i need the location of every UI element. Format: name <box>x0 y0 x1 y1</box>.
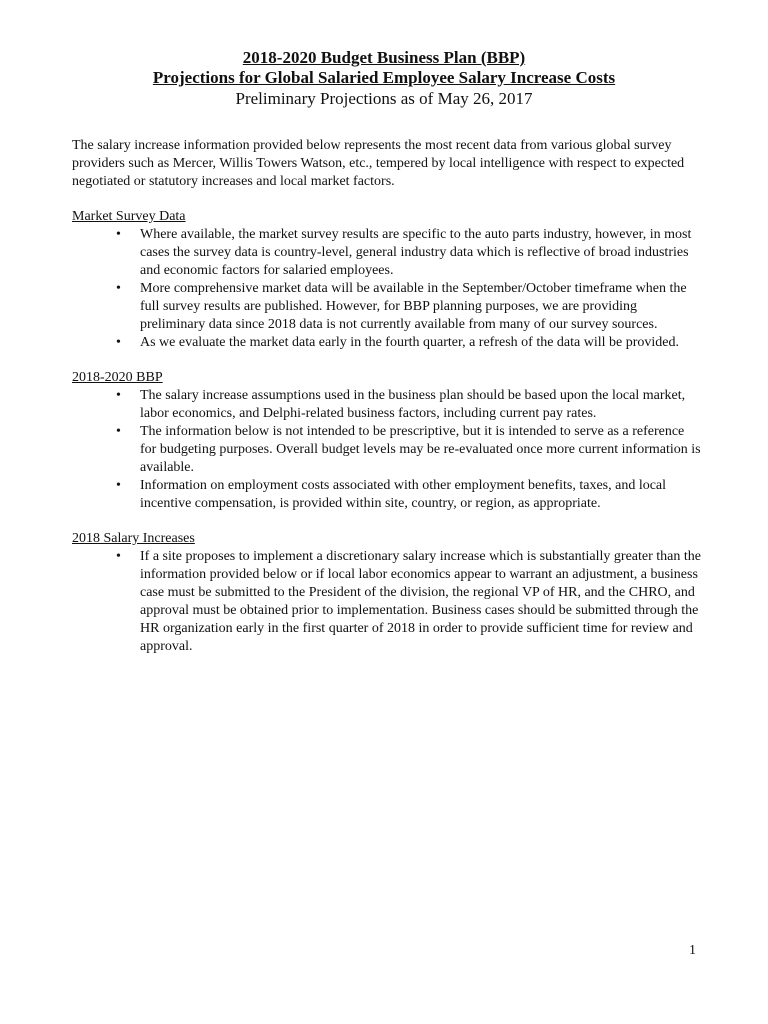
bullet-icon: • <box>116 388 121 403</box>
bullet-text: As we evaluate the market data early in the fourth quarter, a refresh of the data will be provided. <box>140 335 679 350</box>
bullet-text: Information on employment costs associated with other employment benefits, taxes, and local incentive compensation, is provided within site, country, or region, as appropriate. <box>140 478 667 511</box>
section-2018-salary-increases <box>72 530 702 656</box>
bullet-list <box>72 548 702 656</box>
document-title-line-2: Projections for Global Salaried Employee Salary Increase Costs <box>152 68 616 87</box>
document-body <box>72 137 702 673</box>
bullet-icon: • <box>116 227 121 242</box>
bullet-item <box>72 226 702 280</box>
bullet-text: If a site proposes to implement a discretionary salary increase which is substantially greater than the information provided below or if local labor economics appear to warrant an adjustment, a business case must be submitted to the President of the division, the regional VP of HR, and the CHRO, and approval must be obtained prior to implementation. Business cases should be submitted through the HR organization early in the first quarter of 2018 in order to provide sufficient time for review and approval. <box>140 549 701 654</box>
bullet-icon: • <box>116 424 121 439</box>
bullet-item <box>72 387 702 423</box>
intro-paragraph: The salary increase information provided below represents the most recent data from various global survey providers such as Mercer, Willis Towers Watson, etc., tempered by local intelligence with respect to expected negotiated or statutory increases and local market factors. <box>72 138 685 189</box>
bullet-item <box>72 280 702 334</box>
bullet-icon: • <box>116 549 121 564</box>
section-heading: Market Survey Data <box>72 209 186 224</box>
bullet-text: More comprehensive market data will be available in the September/October timeframe when the full survey results are published. However, for BBP planning purposes, we are providing preliminary data since 2018 data is not currently available from many of our survey sources. <box>140 281 687 332</box>
bullet-list <box>72 226 702 352</box>
bullet-text: The salary increase assumptions used in the business plan should be based upon the local market, labor economics, and Delphi-related business factors, including current pay rates. <box>140 388 686 421</box>
document-subtitle: Preliminary Projections as of May 26, 2017 <box>235 89 533 108</box>
bullet-item <box>72 423 702 477</box>
bullet-item <box>72 477 702 513</box>
section-heading: 2018 Salary Increases <box>72 531 195 546</box>
section-heading: 2018-2020 BBP <box>72 370 163 385</box>
bullet-text: The information below is not intended to be prescriptive, but it is intended to serve as a reference for budgeting purposes. Overall budget levels may be re-evaluated once more current information is available. <box>140 424 701 475</box>
bullet-icon: • <box>116 335 121 350</box>
bullet-item <box>72 548 702 656</box>
bullet-icon: • <box>116 478 121 493</box>
document-title: 2018-2020 Budget Business Plan (BBP) <box>242 48 526 67</box>
bullet-item <box>72 334 702 352</box>
bullet-text: Where available, the market survey results are specific to the auto parts industry, however, in most cases the survey data is country-level, general industry data which is reflective of broad industries and economic factors for salaried employees. <box>140 227 692 278</box>
page-number: 1 <box>689 943 696 958</box>
title-block <box>0 48 768 109</box>
section-2018-2020-bbp <box>72 369 702 513</box>
bullet-icon: • <box>116 281 121 296</box>
bullet-list <box>72 387 702 513</box>
section-market-survey-data <box>72 208 702 352</box>
